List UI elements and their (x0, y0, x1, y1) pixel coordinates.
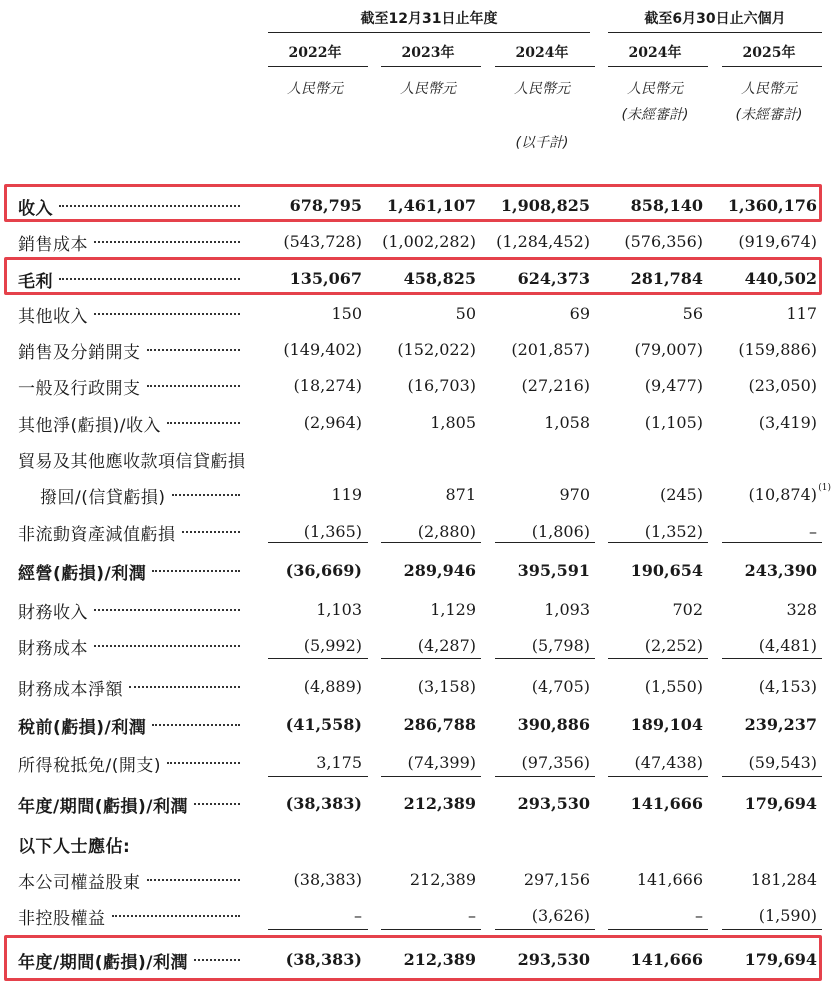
table-row (0, 591, 840, 627)
value-cell: (38,383) (285, 794, 362, 813)
currency-2025-period: 人民幣元 (741, 81, 797, 97)
value-cell: 117 (786, 304, 817, 323)
value-cell: (1,550) (644, 677, 703, 696)
column-year-2024: 2024年 (515, 45, 569, 61)
thousands-note: (以千計) (515, 135, 569, 151)
value-cell: (1,105) (644, 413, 703, 432)
value-cell: (74,399) (407, 753, 476, 772)
value-cell: (1,365) (303, 522, 362, 541)
value-cell: (36,669) (285, 561, 362, 580)
value-cell: (1,352) (644, 522, 703, 541)
value-cell: 297,156 (523, 870, 590, 889)
value-cell: 135,067 (289, 269, 362, 288)
dot-leader (129, 686, 240, 688)
value-cell: 328 (786, 600, 817, 619)
table-row (0, 668, 840, 704)
row-label: 財務成本 (18, 639, 88, 659)
value-cell: 440,502 (744, 269, 817, 288)
row-label: 銷售及分銷開支 (18, 343, 141, 363)
column-rule-2024 (495, 66, 595, 67)
row-label: 財務成本淨額 (18, 680, 123, 700)
value-cell: 289,946 (403, 561, 476, 580)
value-cell: (3,626) (531, 906, 590, 925)
subtotal-rule (268, 929, 368, 930)
table-row (0, 513, 840, 549)
value-cell: 189,104 (630, 715, 703, 734)
value-cell: 1,461,107 (386, 196, 476, 215)
value-cell: (59,543) (748, 753, 817, 772)
subtotal-rule (495, 776, 595, 777)
value-cell: 395,591 (517, 561, 590, 580)
value-cell: (97,356) (521, 753, 590, 772)
subtotal-rule (608, 542, 708, 543)
table-row (0, 861, 840, 897)
value-cell: (543,728) (283, 232, 362, 251)
value-cell: 293,530 (517, 794, 590, 813)
subtotal-rule (268, 658, 368, 659)
value-cell: (18,274) (293, 376, 362, 395)
value-cell: 150 (331, 304, 362, 323)
column-rule-2024-period (608, 66, 708, 67)
dot-leader (152, 570, 240, 572)
column-rule-2022 (268, 66, 368, 67)
subtotal-rule (722, 542, 822, 543)
row-label: 以下人士應佔: (18, 837, 131, 857)
value-cell: 702 (672, 600, 703, 619)
column-period-2025: 2025年 (742, 45, 796, 61)
table-row (0, 825, 840, 861)
footnote-marker: (1) (818, 483, 831, 493)
value-cell: 190,654 (630, 561, 703, 580)
value-cell: – (809, 522, 817, 541)
dot-leader (147, 879, 241, 881)
value-cell: (4,889) (303, 677, 362, 696)
subtotal-rule (268, 776, 368, 777)
group-header-six-months: 截至6月30日止六個月 (644, 11, 786, 27)
table-row (0, 897, 840, 933)
value-cell: (3,419) (758, 413, 817, 432)
value-cell: 871 (445, 485, 476, 504)
column-rule-2025-period (722, 66, 822, 67)
row-label: 非流動資產減值虧損 (18, 525, 176, 545)
value-cell: (1,284,452) (496, 232, 590, 251)
table-row (0, 476, 840, 512)
value-cell: (79,007) (634, 340, 703, 359)
dot-leader (94, 645, 240, 647)
value-cell: (16,703) (407, 376, 476, 395)
value-cell: (38,383) (293, 870, 362, 889)
subtotal-rule (722, 929, 822, 930)
value-cell: (149,402) (283, 340, 362, 359)
value-cell: 212,389 (403, 950, 476, 969)
table-row (0, 331, 840, 367)
value-cell: (10,874) (1) (748, 483, 831, 504)
value-cell: 141,666 (630, 950, 703, 969)
row-label: 年度/期間(虧損)/利潤 (18, 797, 188, 817)
table-row (0, 440, 840, 476)
table-row (0, 706, 840, 742)
table-row (0, 223, 840, 259)
subtotal-rule (608, 929, 708, 930)
value-cell: (201,857) (511, 340, 590, 359)
row-label: 貿易及其他應收款項信貸虧損 (18, 452, 246, 472)
value-cell: (9,477) (644, 376, 703, 395)
value-cell: 212,389 (403, 794, 476, 813)
dot-leader (172, 494, 241, 496)
value-cell: – (354, 906, 362, 925)
dot-leader (147, 385, 241, 387)
value-cell: 1,805 (430, 413, 476, 432)
value-cell: 624,373 (517, 269, 590, 288)
currency-2024: 人民幣元 (514, 81, 570, 97)
row-label: 毛利 (18, 272, 53, 292)
value-cell: 179,694 (744, 950, 817, 969)
value-cell: 239,237 (744, 715, 817, 734)
value-cell: 243,390 (744, 561, 817, 580)
value-cell: (576,356) (624, 232, 703, 251)
value-cell: (5,798) (531, 636, 590, 655)
dot-leader (182, 531, 241, 533)
value-cell: 293,530 (517, 950, 590, 969)
value-cell: 281,784 (630, 269, 703, 288)
unaudited-2024-period: (未經審計) (621, 107, 689, 123)
subtotal-rule (495, 542, 595, 543)
value-cell: 181,284 (750, 870, 817, 889)
subtotal-rule (381, 542, 481, 543)
value-cell: (1,002,282) (382, 232, 476, 251)
value-cell: 1,058 (544, 413, 590, 432)
row-label: 所得稅抵免/(開支) (18, 756, 161, 776)
value-cell: (1,590) (758, 906, 817, 925)
row-label: 其他淨(虧損)/收入 (18, 416, 161, 436)
row-label: 財務收入 (18, 603, 88, 623)
value-cell: 212,389 (409, 870, 476, 889)
dot-leader (152, 724, 240, 726)
row-label: 其他收入 (18, 307, 88, 327)
value-cell: (4,705) (531, 677, 590, 696)
value-cell: (2,252) (644, 636, 703, 655)
value-cell: 678,795 (289, 196, 362, 215)
dot-leader (167, 422, 240, 424)
row-label: 稅前(虧損)/利潤 (18, 718, 147, 738)
value-cell: (2,964) (303, 413, 362, 432)
value-cell: (47,438) (634, 753, 703, 772)
row-label: 收入 (18, 199, 53, 219)
dot-leader (112, 915, 241, 917)
value-cell: (41,558) (285, 715, 362, 734)
group-header-six-months-rule (608, 32, 822, 33)
value-cell: 1,360,176 (727, 196, 817, 215)
value-cell: (4,287) (417, 636, 476, 655)
value-cell: (245) (659, 485, 703, 504)
subtotal-rule (268, 542, 368, 543)
value-cell: 56 (682, 304, 703, 323)
value-cell: 390,886 (517, 715, 590, 734)
unaudited-2025-period: (未經審計) (735, 107, 803, 123)
value-cell: 458,825 (403, 269, 476, 288)
value-cell: 141,666 (630, 794, 703, 813)
highlight-gross-profit (4, 257, 822, 295)
column-year-2022: 2022年 (288, 45, 342, 61)
currency-2022: 人民幣元 (287, 81, 343, 97)
value-cell: (919,674) (738, 232, 817, 251)
value-cell: 1,093 (544, 600, 590, 619)
column-period-2024: 2024年 (628, 45, 682, 61)
table-row (0, 404, 840, 440)
value-cell: 3,175 (316, 753, 362, 772)
table-row (0, 295, 840, 331)
group-header-fiscal-year: 截至12月31日止年度 (360, 11, 498, 27)
subtotal-rule (722, 658, 822, 659)
table-row (0, 744, 840, 780)
dot-leader (194, 803, 240, 805)
value-cell: (23,050) (748, 376, 817, 395)
value-cell: 179,694 (744, 794, 817, 813)
column-rule-2023 (381, 66, 481, 67)
row-label: 經營(虧損)/利潤 (18, 564, 147, 584)
subtotal-rule (722, 776, 822, 777)
value-cell: (5,992) (303, 636, 362, 655)
row-label: 非控股權益 (18, 909, 106, 929)
dot-leader (94, 313, 240, 315)
highlight-period-profit (4, 935, 822, 981)
value-cell: 1,103 (316, 600, 362, 619)
subtotal-rule (608, 658, 708, 659)
value-cell: (38,383) (285, 950, 362, 969)
table-row (0, 552, 840, 588)
subtotal-rule (608, 776, 708, 777)
subtotal-rule (495, 658, 595, 659)
subtotal-rule (381, 776, 481, 777)
currency-2023: 人民幣元 (400, 81, 456, 97)
highlight-revenue (4, 184, 822, 222)
row-label: 銷售成本 (18, 235, 88, 255)
subtotal-rule (495, 929, 595, 930)
value-cell: 119 (331, 485, 362, 504)
value-cell: 69 (569, 304, 590, 323)
value-cell: (2,880) (417, 522, 476, 541)
value-cell: (3,158) (417, 677, 476, 696)
value-cell: (4,481) (758, 636, 817, 655)
value-cell: (4,153) (758, 677, 817, 696)
value-cell: 858,140 (630, 196, 703, 215)
group-header-fiscal-year-rule (268, 32, 590, 33)
value-cell: (27,216) (521, 376, 590, 395)
dot-leader (167, 762, 240, 764)
row-label: 一般及行政開支 (18, 379, 141, 399)
row-label: 本公司權益股東 (18, 873, 141, 893)
value-cell: (1,806) (531, 522, 590, 541)
subtotal-rule (381, 929, 481, 930)
dot-leader (94, 241, 240, 243)
row-label: 年度/期間(虧損)/利潤 (18, 953, 188, 973)
table-row (0, 367, 840, 403)
value-cell: 1,129 (430, 600, 476, 619)
subtotal-rule (381, 658, 481, 659)
value-cell: 50 (455, 304, 476, 323)
column-year-2023: 2023年 (401, 45, 455, 61)
value-cell: (159,886) (738, 340, 817, 359)
value-cell: 1,908,825 (500, 196, 590, 215)
value-cell: (152,022) (397, 340, 476, 359)
value-cell: – (468, 906, 476, 925)
value-cell: 286,788 (403, 715, 476, 734)
row-label: 撥回/(信貸虧損) (40, 488, 166, 508)
value-cell: 970 (559, 485, 590, 504)
table-row (0, 785, 840, 821)
dot-leader (94, 609, 240, 611)
dot-leader (147, 349, 241, 351)
value-cell: 141,666 (636, 870, 703, 889)
value-cell: – (695, 906, 703, 925)
currency-2024-period: 人民幣元 (627, 81, 683, 97)
